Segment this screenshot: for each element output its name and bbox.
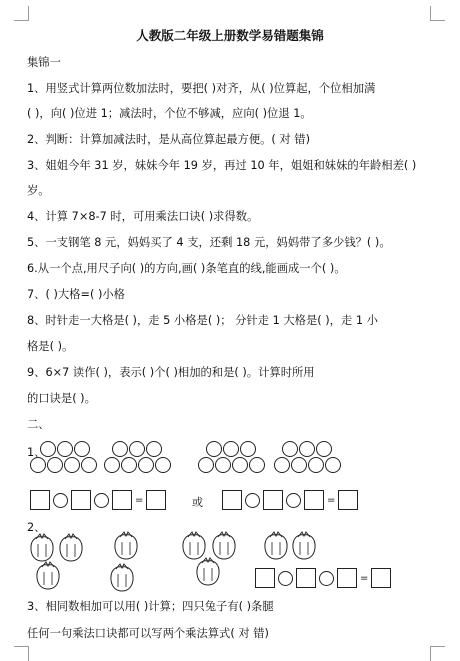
question-9-line-1: 9、6×7 读作( )，表示( )个( )相加的和是( )。计算时所用 <box>27 366 315 379</box>
page-title: 人教版二年级上册数学易错题集锦 <box>136 28 324 43</box>
circle-icon <box>299 441 315 457</box>
circle-group-3-bottom <box>198 457 266 473</box>
question-4: 4、计算 7×8-7 时，可用乘法口诀( )求得数。 <box>27 210 259 223</box>
circle-icon <box>206 441 222 457</box>
crop-mark-top-right <box>430 6 445 21</box>
section-heading-1: 集锦一 <box>27 56 61 69</box>
circle-icon <box>138 457 154 473</box>
equals-sign: = <box>360 572 369 584</box>
persimmon-icon <box>265 532 287 559</box>
answer-box[interactable] <box>304 490 324 510</box>
persimmon-icon <box>37 562 59 589</box>
equals-sign: = <box>135 494 144 506</box>
question-2: 2、判断：计算加减法时，是从高位算起最方便。( 对 错) <box>27 133 311 146</box>
fruit-illustration-2 <box>262 528 322 568</box>
answer-box[interactable] <box>338 490 358 510</box>
circle-icon <box>223 441 239 457</box>
circle-icon <box>112 441 128 457</box>
circle-icon <box>47 457 63 473</box>
circle-icon <box>146 441 162 457</box>
circle-group-4-bottom <box>274 457 342 473</box>
circle-icon <box>81 457 97 473</box>
circle-icon <box>249 457 265 473</box>
answer-box[interactable] <box>222 490 242 510</box>
answer-box[interactable] <box>337 568 357 588</box>
circle-icon <box>308 457 324 473</box>
operator-circle[interactable] <box>94 493 109 508</box>
question-3-line-2: 岁。 <box>27 184 50 197</box>
circle-group-1-bottom <box>30 457 98 473</box>
persimmon-icon <box>111 564 133 591</box>
circle-group-1-top <box>40 441 91 457</box>
question-6: 6.从一个点,用尺子向( )的方向,画( )条笔直的线,能画成一个( )。 <box>27 262 346 275</box>
circle-icon <box>325 457 341 473</box>
circle-icon <box>121 457 137 473</box>
answer-boxes-1b <box>222 490 358 510</box>
circle-group-3-top <box>206 441 257 457</box>
circle-icon <box>57 441 73 457</box>
circle-icon <box>40 441 56 457</box>
problem-2-label: 2、 <box>27 521 46 534</box>
circle-icon <box>64 457 80 473</box>
question-8-line-2: 格是( )。 <box>27 340 74 353</box>
circle-icon <box>215 457 231 473</box>
circle-icon <box>316 441 332 457</box>
operator-circle[interactable] <box>286 493 301 508</box>
circle-icon <box>30 457 46 473</box>
circle-icon <box>155 457 171 473</box>
answer-boxes-1a <box>30 490 166 510</box>
fruit-illustration <box>26 530 266 596</box>
question-5: 5、一支钢笔 8 元，妈妈买了 4 支，还剩 18 元，妈妈带了多少钱？( )。 <box>27 236 391 249</box>
question-1-line-1: 1、用竖式计算两位数加法时，要把( )对齐，从( )位算起，个位相加满 <box>27 82 376 95</box>
answer-box[interactable] <box>255 568 275 588</box>
persimmon-icon <box>60 534 82 561</box>
operator-circle[interactable] <box>245 493 260 508</box>
operator-circle[interactable] <box>278 571 293 586</box>
circle-icon <box>232 457 248 473</box>
circle-icon <box>282 441 298 457</box>
question-3b-line-2: 任何一句乘法口诀都可以写两个乘法算式( 对 错) <box>27 627 269 640</box>
question-1-line-2: ( )，向( )位进 1；减法时，个位不够减，应向( )位退 1。 <box>27 107 312 120</box>
operator-circle[interactable] <box>53 493 68 508</box>
question-9-line-2: 的口诀是( )。 <box>27 392 96 405</box>
answer-boxes-2 <box>255 568 391 588</box>
answer-box[interactable] <box>296 568 316 588</box>
circle-icon <box>129 441 145 457</box>
persimmon-icon <box>293 532 315 559</box>
operator-circle[interactable] <box>319 571 334 586</box>
answer-box[interactable] <box>371 568 391 588</box>
or-label: 或 <box>192 496 203 509</box>
answer-box[interactable] <box>30 490 50 510</box>
crop-mark-bottom-left <box>14 646 29 661</box>
answer-box[interactable] <box>112 490 132 510</box>
circle-icon <box>274 457 290 473</box>
problem-1-label: 1、 <box>27 446 46 459</box>
circle-icon <box>198 457 214 473</box>
answer-box[interactable] <box>146 490 166 510</box>
persimmon-icon <box>115 532 137 559</box>
answer-box[interactable] <box>71 490 91 510</box>
question-3-line-1: 3、姐姐今年 31 岁，妹妹今年 19 岁，再过 10 年，姐姐和妹妹的年龄相差( ) <box>27 159 417 172</box>
answer-box[interactable] <box>263 490 283 510</box>
crop-mark-bottom-right <box>430 646 445 661</box>
question-7: 7、( )大格=( )小格 <box>27 288 125 301</box>
circle-group-4-top <box>282 441 333 457</box>
circle-icon <box>74 441 90 457</box>
persimmon-icon <box>213 532 235 559</box>
circle-group-2-bottom <box>104 457 172 473</box>
persimmon-icon <box>197 558 219 585</box>
circle-icon <box>104 457 120 473</box>
crop-mark-top-left <box>14 6 29 21</box>
circle-group-2-top <box>112 441 163 457</box>
circle-icon <box>240 441 256 457</box>
question-3b: 3、相同数相加可以用( )计算；四只兔子有( )条腿 <box>27 600 274 613</box>
persimmon-icon <box>31 534 53 561</box>
question-8-line-1: 8、时针走一大格是( )，走 5 小格是( )； 分针走 1 大格是( )，走 1 小 <box>27 314 378 327</box>
persimmon-icon <box>183 532 205 559</box>
circle-icon <box>291 457 307 473</box>
equals-sign: = <box>327 494 336 506</box>
section-heading-2: 二、 <box>27 418 50 431</box>
